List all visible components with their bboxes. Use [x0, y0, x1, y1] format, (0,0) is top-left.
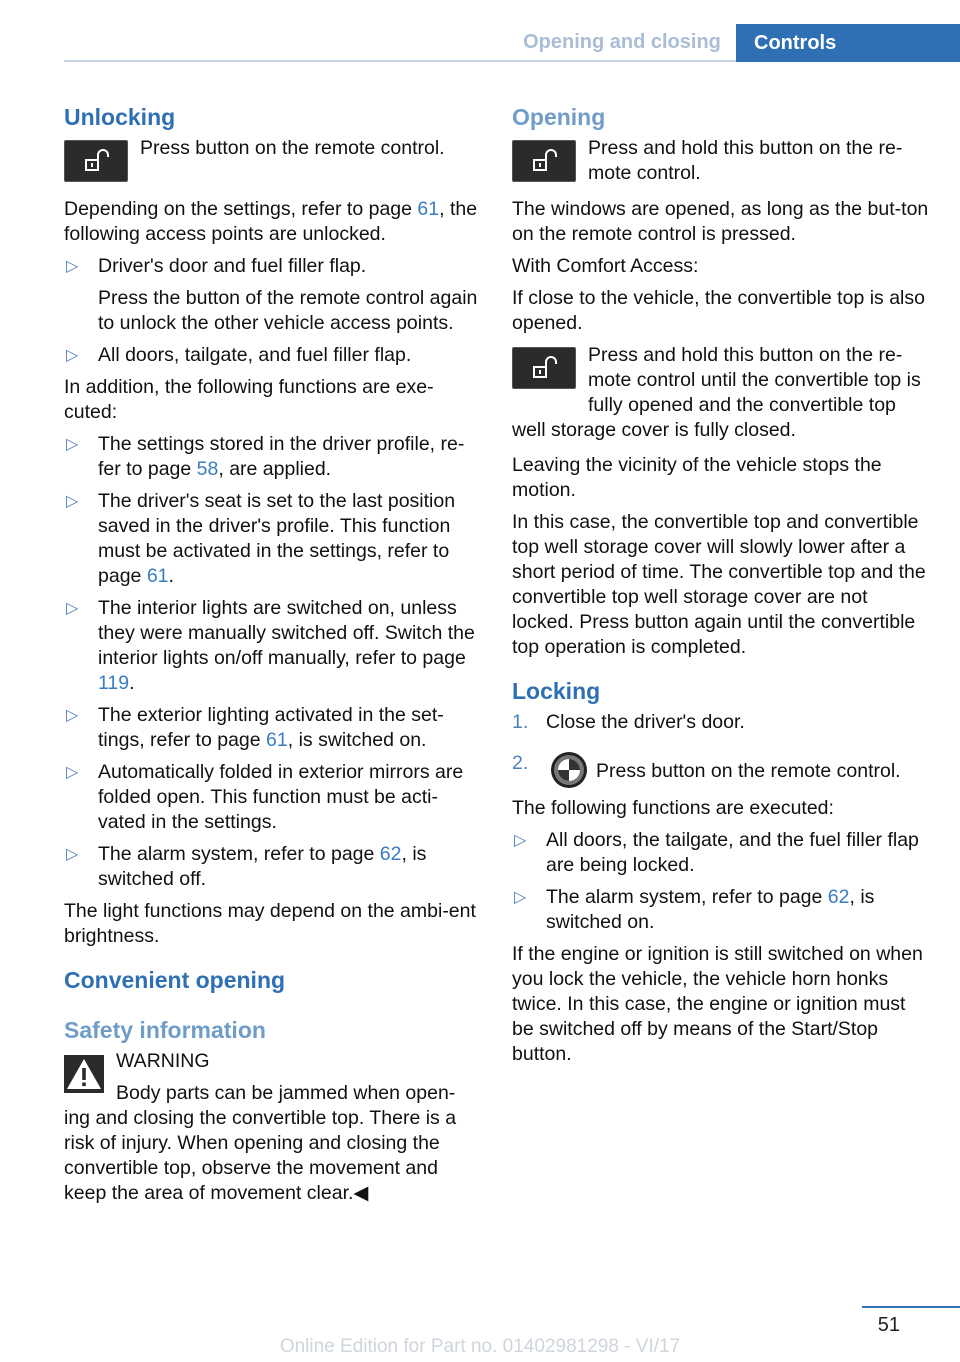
- page-link-62[interactable]: 62: [827, 886, 850, 908]
- footer-rule: [862, 1306, 960, 1308]
- triangle-bullet-icon: ▷: [66, 707, 79, 724]
- right-column: [512, 98, 932, 1074]
- depending-paragraph: Depending on the settings, refer to page 61, the following access points are unlocked.: [64, 198, 478, 245]
- executed-functions-list: [64, 432, 478, 892]
- page-link-61[interactable]: 61: [146, 565, 169, 587]
- light-functions-paragraph: The light functions may depend on the ambi‐ent brightness.: [64, 900, 476, 947]
- in-this-case-paragraph: In this case, the convertible top and convertible top well storage cover will slowly lower after a short period of time. The convertible top and the convertible top well storage cover are not locked. Press button again until the convertible top operation is completed.: [512, 511, 926, 658]
- open-button-text: Press and hold this button on the re‐mote control.: [588, 137, 903, 184]
- open-button-paragraph: [512, 136, 932, 190]
- list-item: ▷ The interior lights are switched on, unless they were manually switched off. Switch the interior lights on/off manually, refer to page 119.: [66, 597, 475, 694]
- header-section-tab[interactable]: Opening and closing: [523, 31, 721, 53]
- hold-button-text: Press and hold this button on the re‐mote control until the convertible top is fully opened and the convertible top well storage cover is fully closed.: [512, 344, 921, 441]
- locking-heading: Locking: [512, 678, 601, 704]
- close-to-vehicle-paragraph: If close to the vehicle, the convertible top is also opened.: [512, 287, 925, 334]
- list-item: ▷ The exterior lighting activated in the set‐tings, refer to page 61, is switched on.: [66, 704, 444, 751]
- hold-button-paragraph: [512, 343, 932, 443]
- following-functions-paragraph: The following functions are executed:: [512, 797, 834, 819]
- locking-steps: [512, 710, 932, 789]
- warning-text: Body parts can be jammed when open‐ing and closing the convertible top. There is a risk of injury. When opening and closing the convertible top, observe the movement and keep the area of movement clear.◀: [64, 1082, 457, 1204]
- list-item: 2. Press button on the remote control.: [512, 751, 932, 789]
- list-item: ▷ The settings stored in the driver profile, re‐fer to page 58, are applied.: [66, 433, 465, 480]
- unlock-button-icon: [512, 140, 576, 182]
- list-item: ▷ Automatically folded in exterior mirrors are folded open. This function must be acti‐vated in the settings.: [66, 761, 464, 833]
- page-link-119[interactable]: 119: [98, 672, 130, 694]
- list-item: ▷ The alarm system, refer to page 62, is switched on.: [514, 886, 875, 933]
- warning-block: [64, 1049, 478, 1213]
- convenient-opening-heading: Convenient opening: [64, 967, 286, 993]
- triangle-bullet-icon: ▷: [66, 846, 79, 863]
- addition-paragraph: In addition, the following functions are exe‐cuted:: [64, 376, 434, 423]
- page-link-61[interactable]: 61: [266, 729, 288, 751]
- triangle-bullet-icon: ▷: [66, 258, 79, 275]
- page-number: 51: [877, 1314, 900, 1336]
- locking-functions-list: [512, 828, 932, 935]
- unlock-access-list: [64, 254, 478, 368]
- page-link-62[interactable]: 62: [379, 843, 402, 865]
- edition-footer: Online Edition for Part no. 01402981298 - VI/17: [279, 1336, 681, 1357]
- list-item: ▷ The driver's seat is set to the last position saved in the driver's profile. This function must be activated in the settings, refer to page 61.: [66, 490, 456, 587]
- triangle-bullet-icon: ▷: [514, 889, 527, 906]
- triangle-bullet-icon: ▷: [66, 347, 79, 364]
- list-item: ▷ All doors, tailgate, and fuel filler flap.: [66, 344, 412, 366]
- list-item: ▷ All doors, the tailgate, and the fuel filler flap are being locked.: [514, 829, 919, 876]
- comfort-access-paragraph: With Comfort Access:: [512, 255, 699, 277]
- warning-triangle-icon: [64, 1055, 104, 1093]
- page-link-61[interactable]: 61: [417, 198, 440, 220]
- unlock-button-paragraph: [64, 136, 478, 190]
- windows-paragraph: The windows are opened, as long as the but‐ton on the remote control is pressed.: [512, 198, 929, 245]
- triangle-bullet-icon: ▷: [66, 764, 79, 781]
- left-column: [64, 98, 478, 1220]
- list-item: ▷ The alarm system, refer to page 62, is switched off.: [66, 843, 427, 890]
- header-chapter-tab[interactable]: Controls: [736, 24, 960, 62]
- unlock-button-icon: [64, 140, 128, 182]
- bmw-logo-icon: [550, 751, 588, 789]
- triangle-bullet-icon: ▷: [66, 436, 79, 453]
- triangle-bullet-icon: ▷: [66, 600, 79, 617]
- unlocking-heading: Unlocking: [64, 104, 176, 130]
- page-link-58[interactable]: 58: [196, 458, 219, 480]
- list-item: ▷ Driver's door and fuel filler flap. Press the button of the remote control again to unlock the other vehicle access points.: [66, 255, 478, 334]
- unlock-button-icon: [512, 347, 576, 389]
- unlock-button-text: Press button on the remote control.: [140, 137, 445, 159]
- triangle-bullet-icon: ▷: [514, 832, 527, 849]
- triangle-bullet-icon: ▷: [66, 493, 79, 510]
- leaving-vicinity-paragraph: Leaving the vicinity of the vehicle stops the motion.: [512, 454, 882, 501]
- list-item: 1. Close the driver's door.: [512, 711, 745, 733]
- warning-label: WARNING: [116, 1050, 210, 1072]
- opening-heading: Opening: [512, 104, 606, 130]
- safety-information-heading: Safety information: [64, 1017, 266, 1043]
- engine-paragraph: If the engine or ignition is still switched on when you lock the vehicle, the vehicle horn honks twice. In this case, the engine or ignition must be switched off by means of the Start/Stop button.: [512, 943, 923, 1065]
